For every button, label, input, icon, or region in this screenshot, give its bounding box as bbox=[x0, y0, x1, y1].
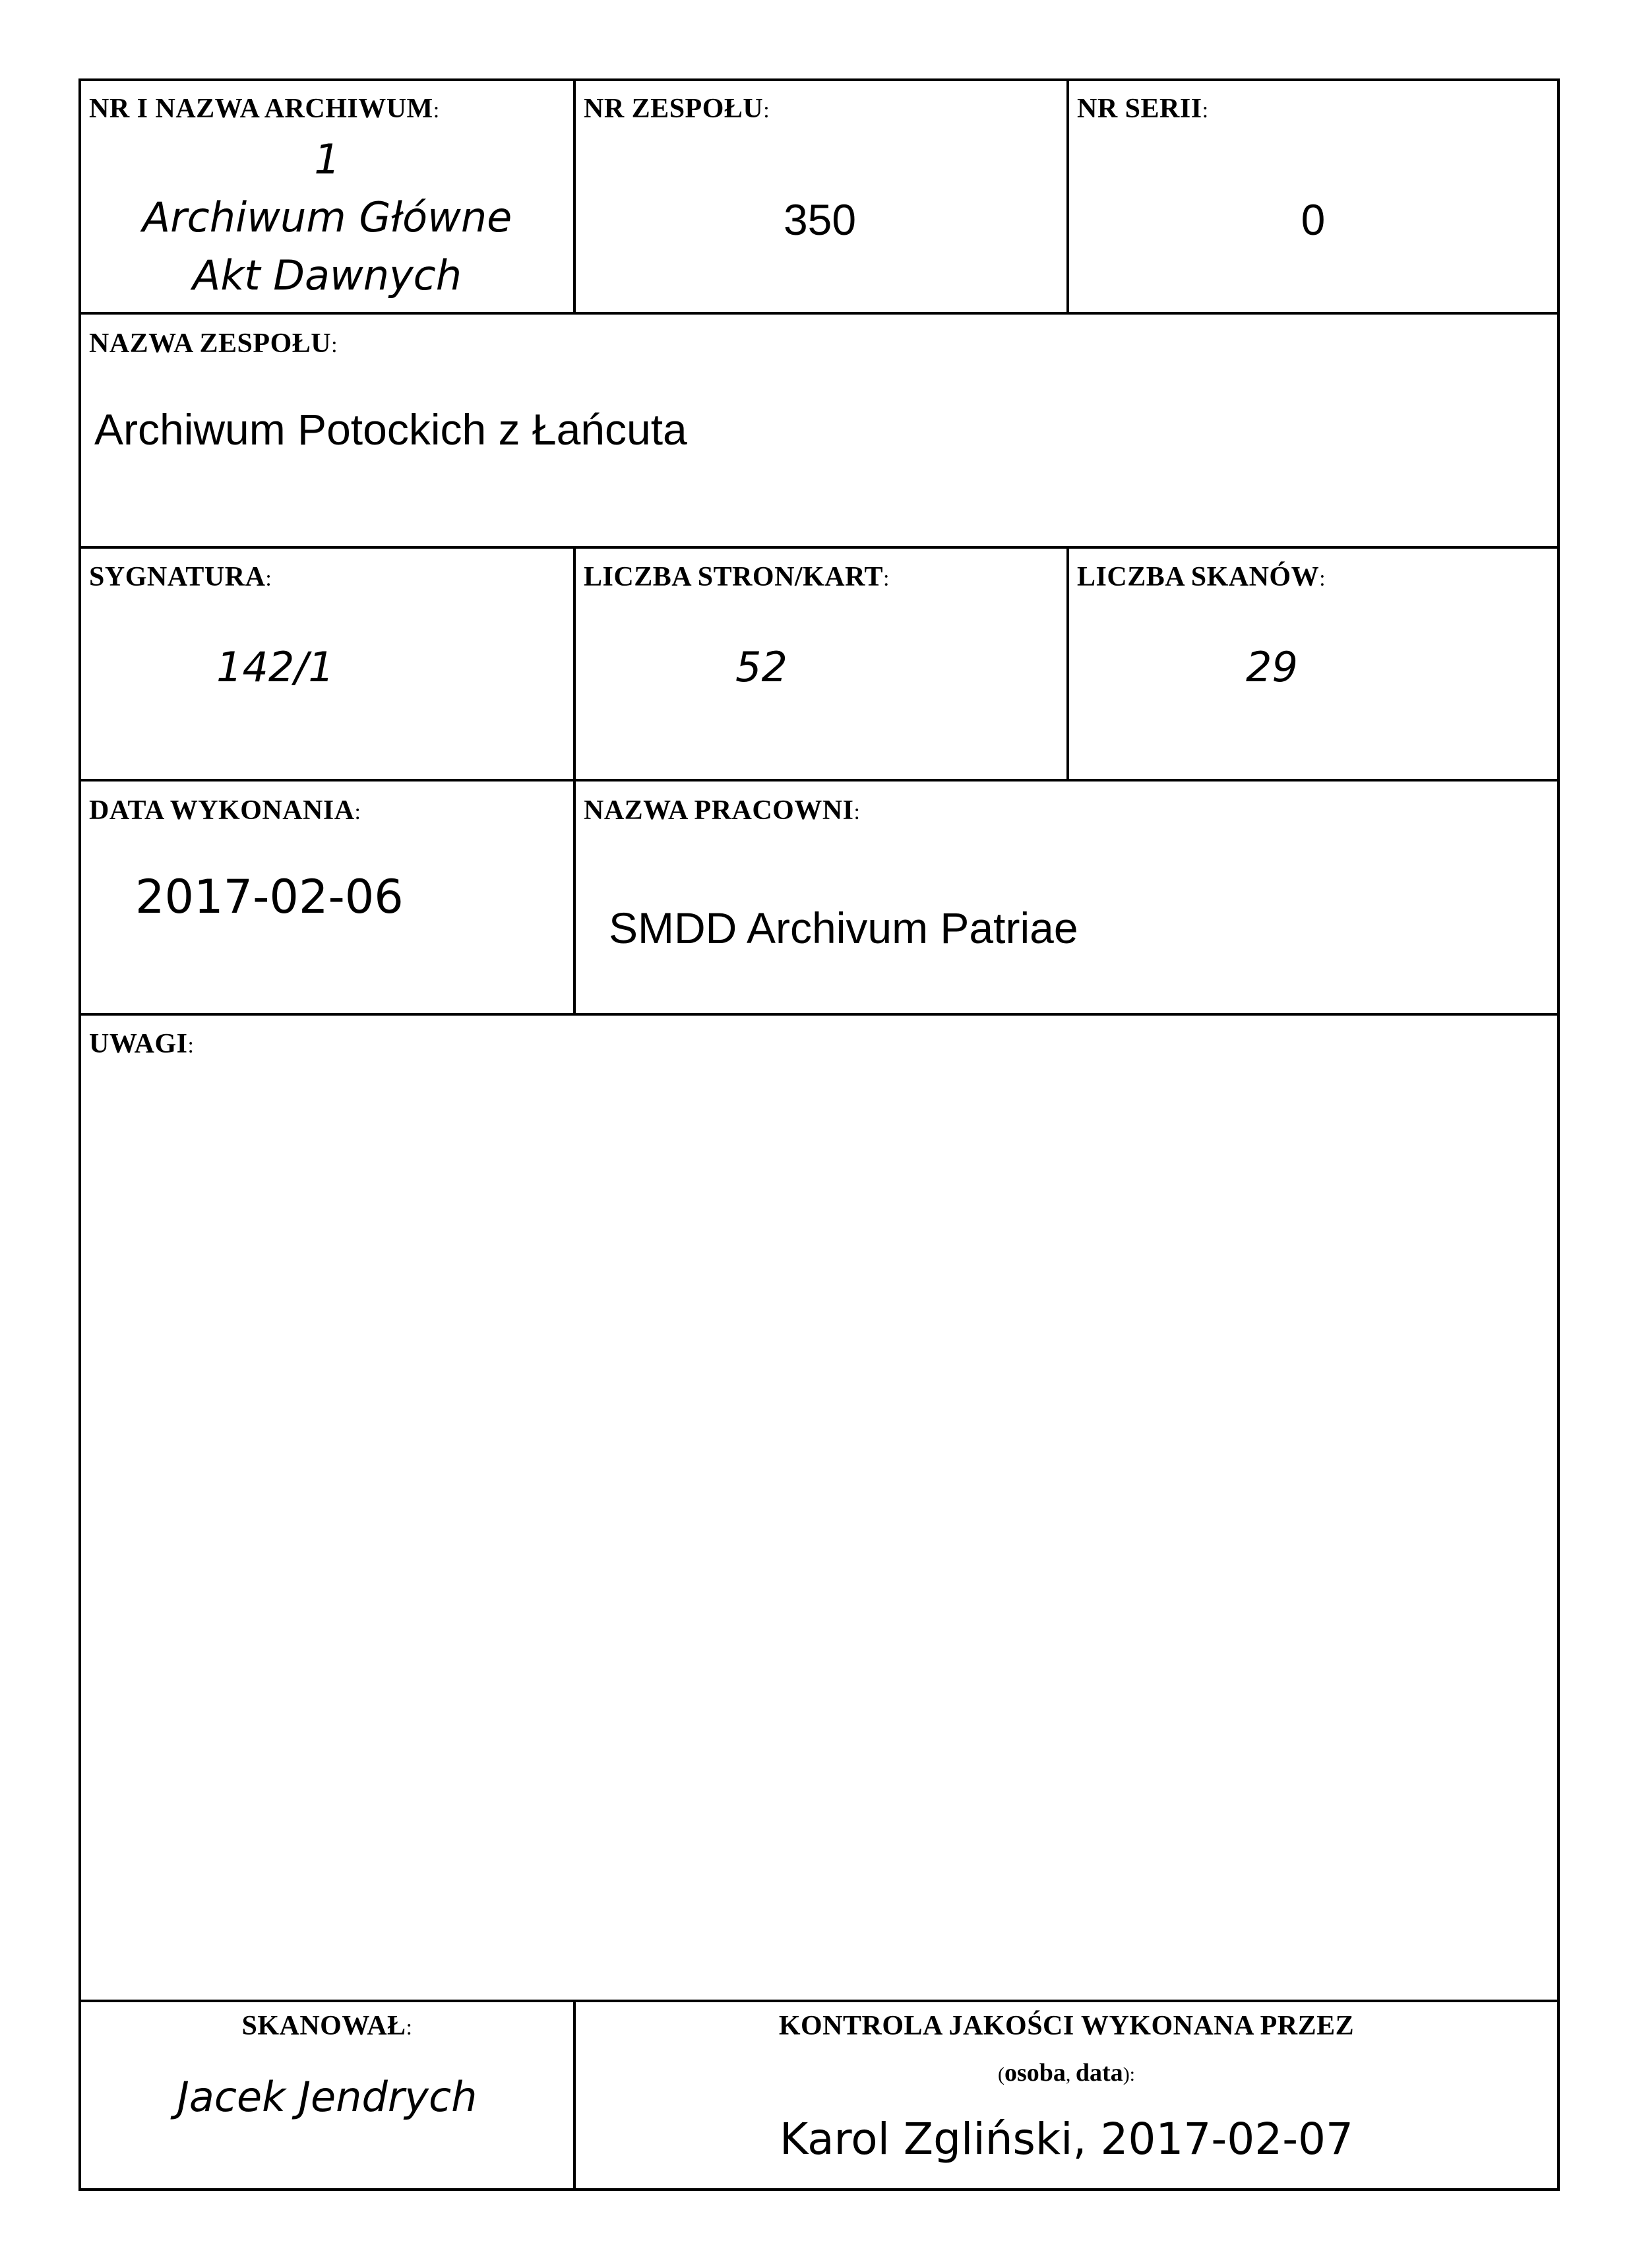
series-number-value: 0 bbox=[1301, 195, 1326, 244]
signature-label: SYGNATURA: bbox=[89, 562, 272, 592]
series-number-label: NR SERII: bbox=[1077, 94, 1209, 124]
notes-label: UWAGI: bbox=[89, 1029, 195, 1059]
quality-control-label: KONTROLA JAKOŚCI WYKONANA PRZEZ bbox=[778, 2011, 1355, 2041]
fonds-name-label: NAZWA ZESPOŁU: bbox=[89, 328, 338, 359]
row-divider bbox=[81, 779, 1557, 782]
scans-label: LICZBA SKANÓW: bbox=[1077, 562, 1326, 592]
date-value: 2017-02-06 bbox=[135, 870, 404, 924]
archive-label: NR I NAZWA ARCHIWUM: bbox=[89, 94, 440, 124]
column-divider bbox=[573, 546, 576, 780]
column-divider bbox=[1066, 546, 1069, 780]
archive-name-line2: Akt Dawnych bbox=[192, 251, 462, 299]
workshop-label: NAZWA PRACOWNI: bbox=[584, 795, 861, 826]
archive-record-card bbox=[78, 78, 1560, 2191]
fonds-name-value: Archiwum Potockich z Łańcuta bbox=[94, 405, 687, 454]
scanned-by-value: Jacek Jendrych bbox=[177, 2073, 478, 2121]
archive-name-line1: Archiwum Główne bbox=[142, 193, 512, 241]
row-divider bbox=[81, 312, 1557, 315]
date-label: DATA WYKONANIA: bbox=[89, 795, 361, 826]
row-divider bbox=[81, 546, 1557, 549]
archive-number: 1 bbox=[314, 135, 340, 183]
quality-control-sublabel: (osoba, data): bbox=[997, 2059, 1136, 2087]
fonds-number-value: 350 bbox=[783, 195, 857, 244]
scans-value: 29 bbox=[1246, 643, 1298, 691]
pages-value: 52 bbox=[735, 643, 787, 691]
scanned-by-label: SKANOWAŁ: bbox=[241, 2011, 413, 2041]
quality-control-value: Karol Zgliński, 2017-02-07 bbox=[779, 2114, 1354, 2164]
workshop-value: SMDD Archivum Patriae bbox=[609, 904, 1078, 952]
column-divider bbox=[573, 779, 576, 1014]
fonds-number-label: NR ZESPOŁU: bbox=[584, 94, 770, 124]
signature-value: 142/1 bbox=[216, 643, 334, 691]
row-divider bbox=[81, 2000, 1557, 2002]
row-divider bbox=[81, 1013, 1557, 1016]
pages-label: LICZBA STRON/KART: bbox=[584, 562, 890, 592]
